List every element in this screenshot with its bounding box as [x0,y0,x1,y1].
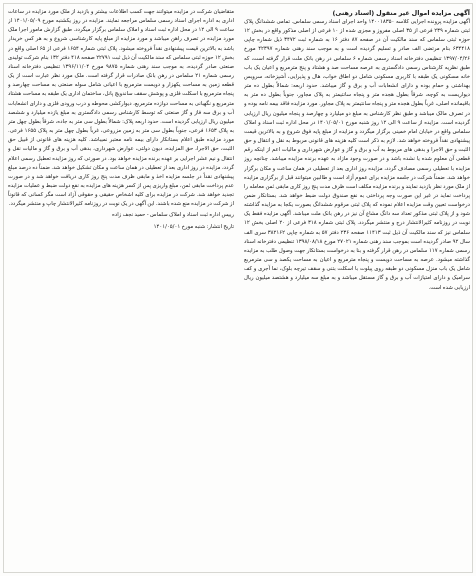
notice-right-text: آگهی مزایده پرونده اجرایی کلاسه ۱۴۰۰۱۸۳۵۰ واحد اجرای اسناد رسمی سلماس. تمامی ششدانگ پلاک ثبتی شماره ۲۳۹ فرعی از ۳۵ اصلی مفروز و مجزی شده از ۱۰ فرعی از اصلی مذکور واقع در بخش ۱۲ حوزه ثبتی سلماس که سند مالکیت آن در صفحه ۸۷ دفتر ۱۶ به شماره ثبت ۳۴۷۲ ذیل شماره چاپی ۶۳۴۴۱۸ بنام مرتضی الف صادر و تسلیم گردیده است و به موجب سند رهنی شماره ۴۲۳۹۷ مورخ ۱۳۹۷/۰۴/۲۶ تنظیمی دفترخانه اسناد رسمی شماره ۶ سلماس در رهن بانک ملت قرار گرفته است، که طبق نظریه کارشناس رسمی دادگستری به عرصه مساحت صد و هشتاد و پنج مترمربع و اعیان یک باب خانه مسکونی یک طبقه با کاربری مسکونی شامل دو اطاق خواب، هال و پذیرایی، آشپزخانه، سرویس بهداشتی و حمام بوده و دارای انشعابات آب و برق و گاز میباشد. حدود اربعه: شمالاً بطول ده متر دیواریست به کوچه، شرقاً بطول هجده متر و پنجاه سانتیمتر به پلاک مجاور، جنوباً بطول ده متر به باقیمانده اصلی، غرباً بطول هجده متر و پنجاه سانتیمتر به پلاک مجاور. مورد مزایده فاقد بیمه نامه بوده و در تصرف مالک میباشد و طبق نظر کارشناس به مبلغ دو میلیارد و چهارصد و پنجاه میلیون ریال ارزیابی گردیده است. مزایده از ساعت ۹ الی ۱۲ روز شنبه مورخ ۱۴۰۱/۰۵/۰۱ در محل اداره ثبت اسناد و املاک سلماس واقع در خیابان امام خمینی برگزار میگردد و مزایده از مبلغ پایه فوق شروع و به بالاترین قیمت پیشنهادی نقداً فروخته خواهد شد. لازم به ذکر است کلیه هزینه های قانونی مربوط به نقل و انتقال و حق الثبت و حق الاجرا و بدهی های مربوط به آب و برق و گاز و عوارض شهرداری و مالیات اعم از اینکه رقم قطعی آن معلوم شده یا نشده باشد و در صورت وجود مازاد به عهده برنده مزایده میباشد. چنانچه روز مزایده با تعطیلی رسمی مصادف گردد، مزایده روز اداری بعد از تعطیلی در همان ساعت و مکان برگزار خواهد شد. ضمناً شرکت در جلسه مزایده برای عموم آزاد است و طالبین میتوانند قبل از برگزاری مزایده از ملک مورد نظر بازدید نمایند و برنده مزایده مکلف است ظرف مدت پنج روز کاری مابقی ثمن معامله را پرداخت نماید در غیر این صورت وجه پرداختی به نفع صندوق دولت ضبط خواهد شد. بستانکار ضمن درخواست تعیین وقت مزایده اعلام نموده که پلاک ثبتی مرقوم ششدانگ بصورت یکجا به مزایده گذاشته شود و از پلاک ثبتی مذکور تعداد سه دانگ مشاع آن نیز در رهن بانک ملت میباشد. آگهی مزایده فقط یک نوبت در روزنامه کثیرالانتشار درج و منتشر میگردد. پلاک ثبتی شماره ۳۱۸ فرعی از ۲۰ اصلی بخش ۱۲ سلماس نیز که سند مالکیت آن ذیل ثبت ۱۱۴۱۳ صفحه ۲۳۶ دفتر ۵۷ به شماره چاپی ۳۸۲۱۶۲ سری الف سال ۹۲ صادر گردیده است بموجب سند رهنی شماره ۲۷۰۲۱ مورخ ۱۳۹۸/۰۸/۱۸ تنظیمی دفترخانه اسناد رسمی شماره ۱۱۷ سلماس در رهن قرار گرفته و بنا به درخواست بستانکار جهت وصول طلب به مزایده گذاشته میشود. عرصه به مساحت دویست و پنجاه مترمربع و اعیان به مساحت یکصد و سی مترمربع شامل یک باب منزل مسکونی دو طبقه روی پیلوت با اسکلت بتنی و سقف تیرچه بلوک، نما آجری و کف سرامیک و دارای امتیازات آب و برق و گاز مستقل میباشد و به مبلغ سه میلیارد و هشتصد میلیون ریال ارزیابی شده است. [244,19,470,291]
notice-right-column [244,8,470,570]
notice-publish-date: تاریخ انتشار: شنبه مورخ ۱۴۰۱/۰۵/۰۱ [153,223,234,230]
notice-title: آگهی مزایده اموال غیر منقول (اسناد رهنی) [332,9,470,17]
notice-signature: رییس اداره ثبت اسناد و املاک سلماس - حمید نجف زاده [112,212,234,219]
notice-left-text: متقاضیان شرکت در مزایده میتوانند جهت کسب اطلاعات بیشتر و بازدید از ملک مورد مزایده در ساعات اداری به اداره اجرای اسناد رسمی سلماس مراجعه نمایند. مزایده در روز یکشنبه مورخ ۱۴۰۱/۰۵/۰۹ از ساعت ۹ الی ۱۲ در محل اداره ثبت اسناد و املاک سلماس برگزار میگردد. طبق گزارش مامور اجرا ملک مورد مزایده در تصرف راهن میباشد و مورد مزایده از مبلغ پایه کارشناسی شروع و به هر کس خریدار باشد به بالاترین قیمت پیشنهادی نقداً فروخته میشود. پلاک ثبتی شماره ۱۶۵۴ فرعی از ۶۵ اصلی واقع در بخش ۱۲ حوزه ثبتی سلماس که سند مالکیت آن ذیل ثبت ۲۲۷۹۱ صفحه ۴۱۸ دفتر ۱۳۲ بنام شرکت تولیدی صنعتی صادر گردیده، به موجب سند رهنی شماره ۹۸۷۵ مورخ ۱۳۹۶/۱۱/۰۴ تنظیمی دفترخانه اسناد رسمی شماره ۲۱ سلماس در رهن بانک صادرات قرار گرفته است. ملک مورد نظر عبارت است از یک قطعه زمین به مساحت یکهزار و دویست مترمربع با اعیانی شامل سوله صنعتی به مساحت چهارصد و پنجاه مترمربع با اسکلت فلزی و پوشش سقف ساندویچ پانل، ساختمان اداری یک طبقه به مساحت هشتاد مترمربع و نگهبانی به مساحت دوازده مترمربع، دیوارکشی محوطه و درب ورودی فلزی و دارای انشعابات آب و برق سه فاز و گاز صنعتی که توسط کارشناس رسمی دادگستری به مبلغ یازده میلیارد و ششصد میلیون ریال ارزیابی گردیده است. حدود اربعه پلاک: شمالاً بطول سی متر به جاده، شرقاً بطول چهل متر به پلاک ۱۶۵۳ فرعی، جنوباً بطول سی متر به زمین مزروعی، غرباً بطول چهل متر به پلاک ۱۶۵۵ فرعی. مورد مزایده طبق اعلام بستانکار دارای بیمه نامه معتبر نمیباشد. کلیه هزینه های قانونی از قبیل حق الثبت، حق الاجرا، حق المزایده، دیون دولتی، عوارض شهرداری، بدهی آب و برق و گاز و مالیات نقل و انتقال و نیم عشر اجرایی بر عهده برنده مزایده خواهد بود. در صورتی که روز مزایده تعطیل رسمی اعلام گردد، مزایده در روز اداری بعد از تعطیلی در همان ساعت و مکان تشکیل خواهد شد. ضمناً ده درصد مبلغ پیشنهادی نقداً در جلسه مزایده اخذ و مابقی ظرف مدت پنج روز کاری دریافت خواهد شد و در صورت عدم پرداخت مابقی ثمن، مبلغ واریزی پس از کسر هزینه های مزایده به نفع دولت ضبط و عملیات مزایده تجدید خواهد شد. شرکت در مزایده برای کلیه اشخاص حقیقی و حقوقی آزاد است مگر کسانی که قانوناً از شرکت در مزایده منع شده باشند. این آگهی در یک نوبت در روزنامه کثیرالانتشار چاپ و منتشر میگردد. [8,9,234,208]
notice-left-column [8,8,234,570]
